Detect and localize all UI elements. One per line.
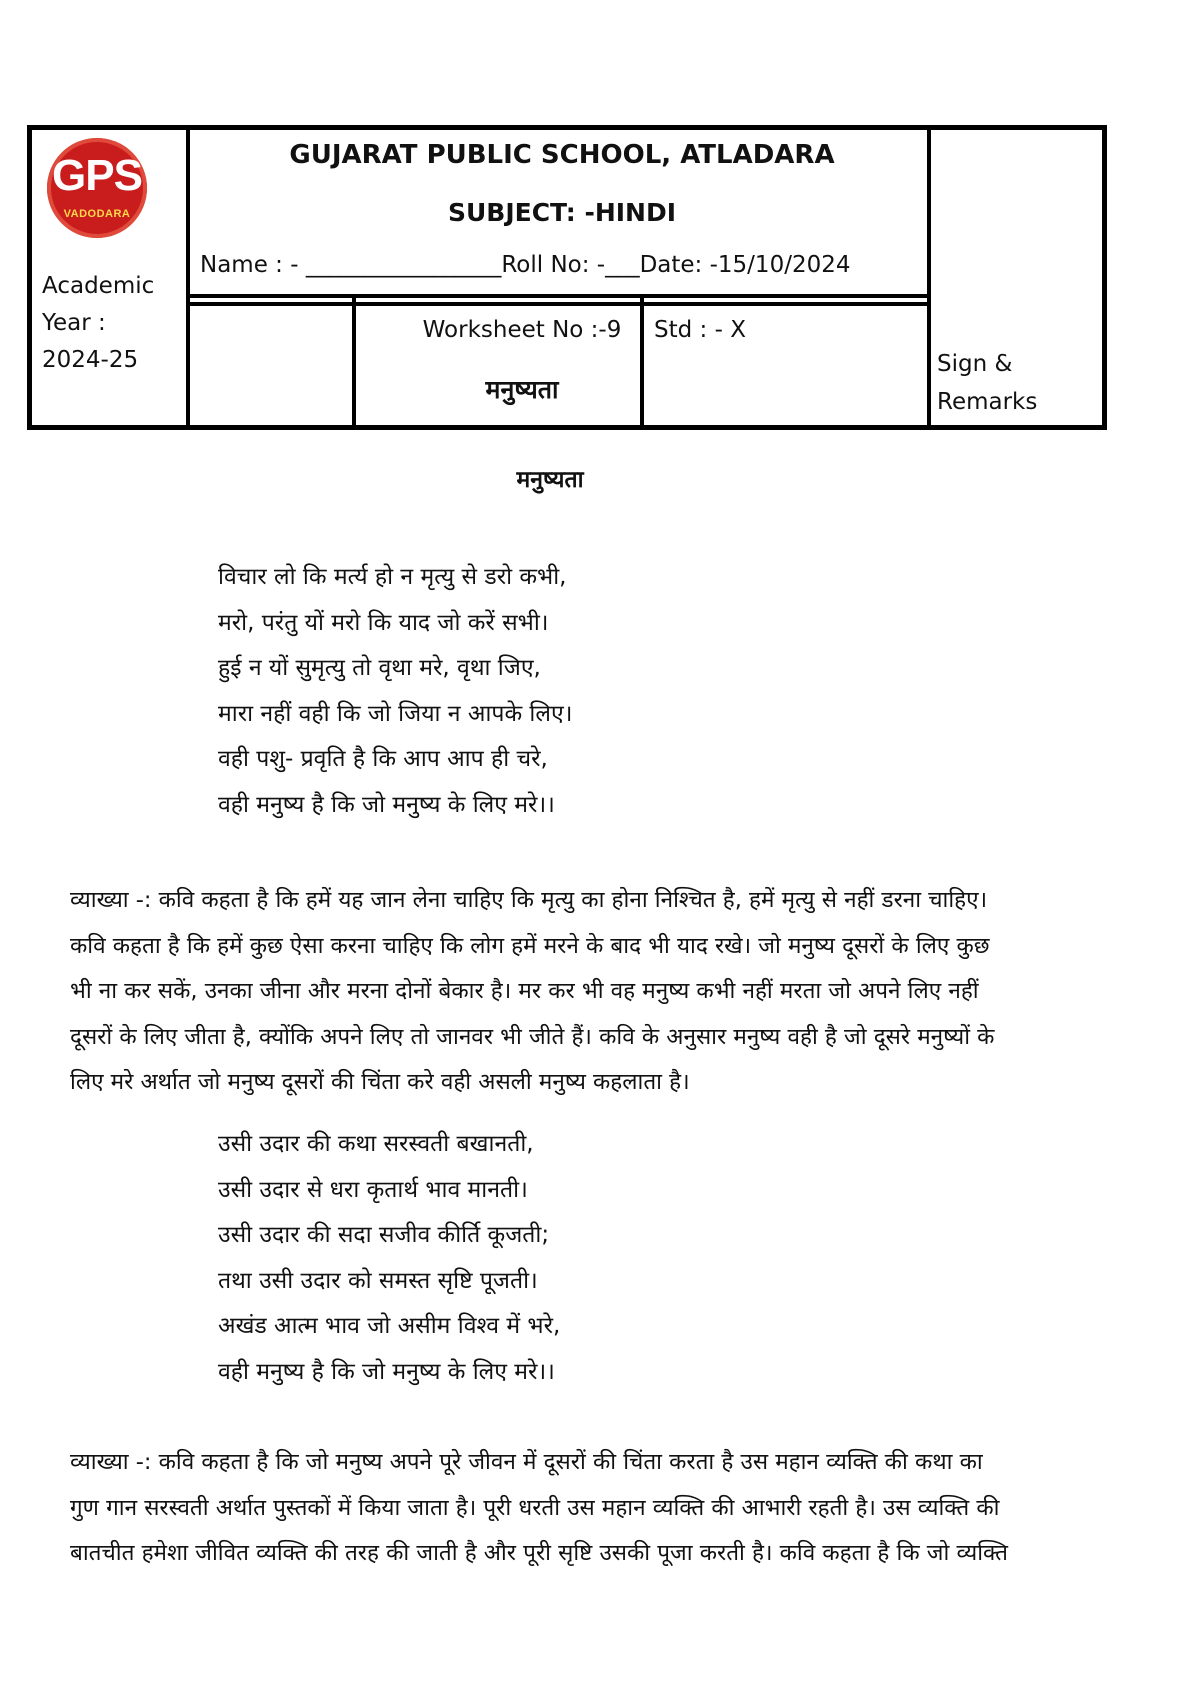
- subject-label: SUBJECT: -HINDI: [447, 198, 677, 227]
- explanation-paragraph-2: [70, 1440, 1150, 1577]
- explanation-line: गुण गान सरस्वती अर्थात पुस्तकों में किया जाता है। पूरी धरती उस महान व्यक्ति की आभारी रहती है। उस व्यक्ति की: [70, 1494, 1000, 1521]
- academic-year-label: Year :: [42, 310, 106, 336]
- explanation-line: व्याख्या -: कवि कहता है कि जो मनुष्य अपने पूरे जीवन में दूसरों की चिंता करता है उस महान व्यक्ति की कथा का: [70, 1449, 983, 1475]
- sign-remarks-label: [937, 345, 1037, 421]
- poem-line: उसी उदार की सदा सजीव कीर्ति कूजती;: [218, 1222, 550, 1248]
- poem-line: विचार लो कि मर्त्य हो न मृत्यु से डरो कभी,: [218, 564, 567, 590]
- poem-stanza-1: [218, 555, 978, 828]
- table-divider: [186, 130, 190, 425]
- explanation-line: लिए मरे अर्थात जो मनुष्य दूसरों की चिंता करे वही असली मनुष्य कहलाता है।: [70, 1069, 690, 1095]
- explanation-line: दूसरों के लिए जीता है, क्योंकि अपने लिए तो जानवर भी जीते हैं। कवि के अनुसार मनुष्य वही है जो दूसरे मनुष्यों के: [70, 1023, 995, 1050]
- table-divider: [186, 294, 931, 298]
- poem-line: वही मनुष्य है कि जो मनुष्य के लिए मरे।।: [218, 1358, 555, 1385]
- explanation-paragraph-1: [70, 878, 1150, 1106]
- poem-line: अखंड आत्म भाव जो असीम विश्व में भरे,: [218, 1313, 561, 1339]
- worksheet-topic: मनुष्यता: [485, 375, 559, 404]
- poem-stanza-2: [218, 1122, 978, 1395]
- academic-year-label: Academic: [42, 273, 155, 299]
- logo-subtext: VADODARA: [63, 208, 131, 220]
- poem-line: मरो, परंतु यों मरो कि याद जो करें सभी।: [218, 609, 549, 636]
- explanation-line: बातचीत हमेशा जीवित व्यक्ति की तरह की जाती है और पूरी सृष्टि उसकी पूजा करती है। कवि कहता है कि जो व्यक्ति: [70, 1540, 1008, 1566]
- poem-line: उसी उदार की कथा सरस्वती बखानती,: [218, 1131, 534, 1157]
- school-name: GUJARAT PUBLIC SCHOOL, ATLADARA: [289, 140, 835, 170]
- poem-line: वही मनुष्य है कि जो मनुष्य के लिए मरे।।: [218, 791, 555, 818]
- school-logo: [47, 138, 147, 238]
- table-divider: [186, 302, 931, 306]
- explanation-line: कवि कहता है कि हमें कुछ ऐसा करना चाहिए कि लोग हमें मरने के बाद भी याद रखे। जो मनुष्य दूसरों के लिए कुछ: [70, 932, 990, 959]
- worksheet-number: Worksheet No :-9: [422, 317, 622, 343]
- standard-label: Std : - X: [654, 317, 746, 343]
- academic-year-value: 2024-25: [42, 347, 139, 373]
- logo-text: GPS: [52, 151, 142, 200]
- page-title: मनुष्यता: [516, 467, 584, 493]
- worksheet-header-table: [27, 125, 1107, 430]
- table-divider: [352, 298, 356, 425]
- poem-line: मारा नहीं वही कि जो जिया न आपके लिए।: [218, 700, 573, 727]
- explanation-line: व्याख्या -: कवि कहता है कि हमें यह जान लेना चाहिए कि मृत्यु का होना निश्चित है, हमें मृत्यु से नहीं डरना चाहिए।: [70, 887, 988, 913]
- poem-line: तथा उसी उदार को समस्त सृष्टि पूजती।: [218, 1267, 538, 1294]
- poem-line: हुई न यों सुमृत्यु तो वृथा मरे, वृथा जिए,: [218, 655, 541, 681]
- poem-line: उसी उदार से धरा कृतार्थ भाव मानती।: [218, 1176, 528, 1203]
- poem-line: वही पशु- प्रवृति है कि आप आप ही चरे,: [218, 746, 548, 772]
- remarks-label: Remarks: [937, 389, 1038, 415]
- sign-label: Sign &: [937, 351, 1013, 377]
- student-details-line: Name : - _________________Roll No: -___Date: -15/10/2024: [200, 252, 851, 278]
- table-divider: [927, 130, 931, 425]
- explanation-line: भी ना कर सकें, उनका जीना और मरना दोनों बेकार है। मर कर भी वह मनुष्य कभी नहीं मरता जो अपने लिए नहीं: [70, 978, 979, 1004]
